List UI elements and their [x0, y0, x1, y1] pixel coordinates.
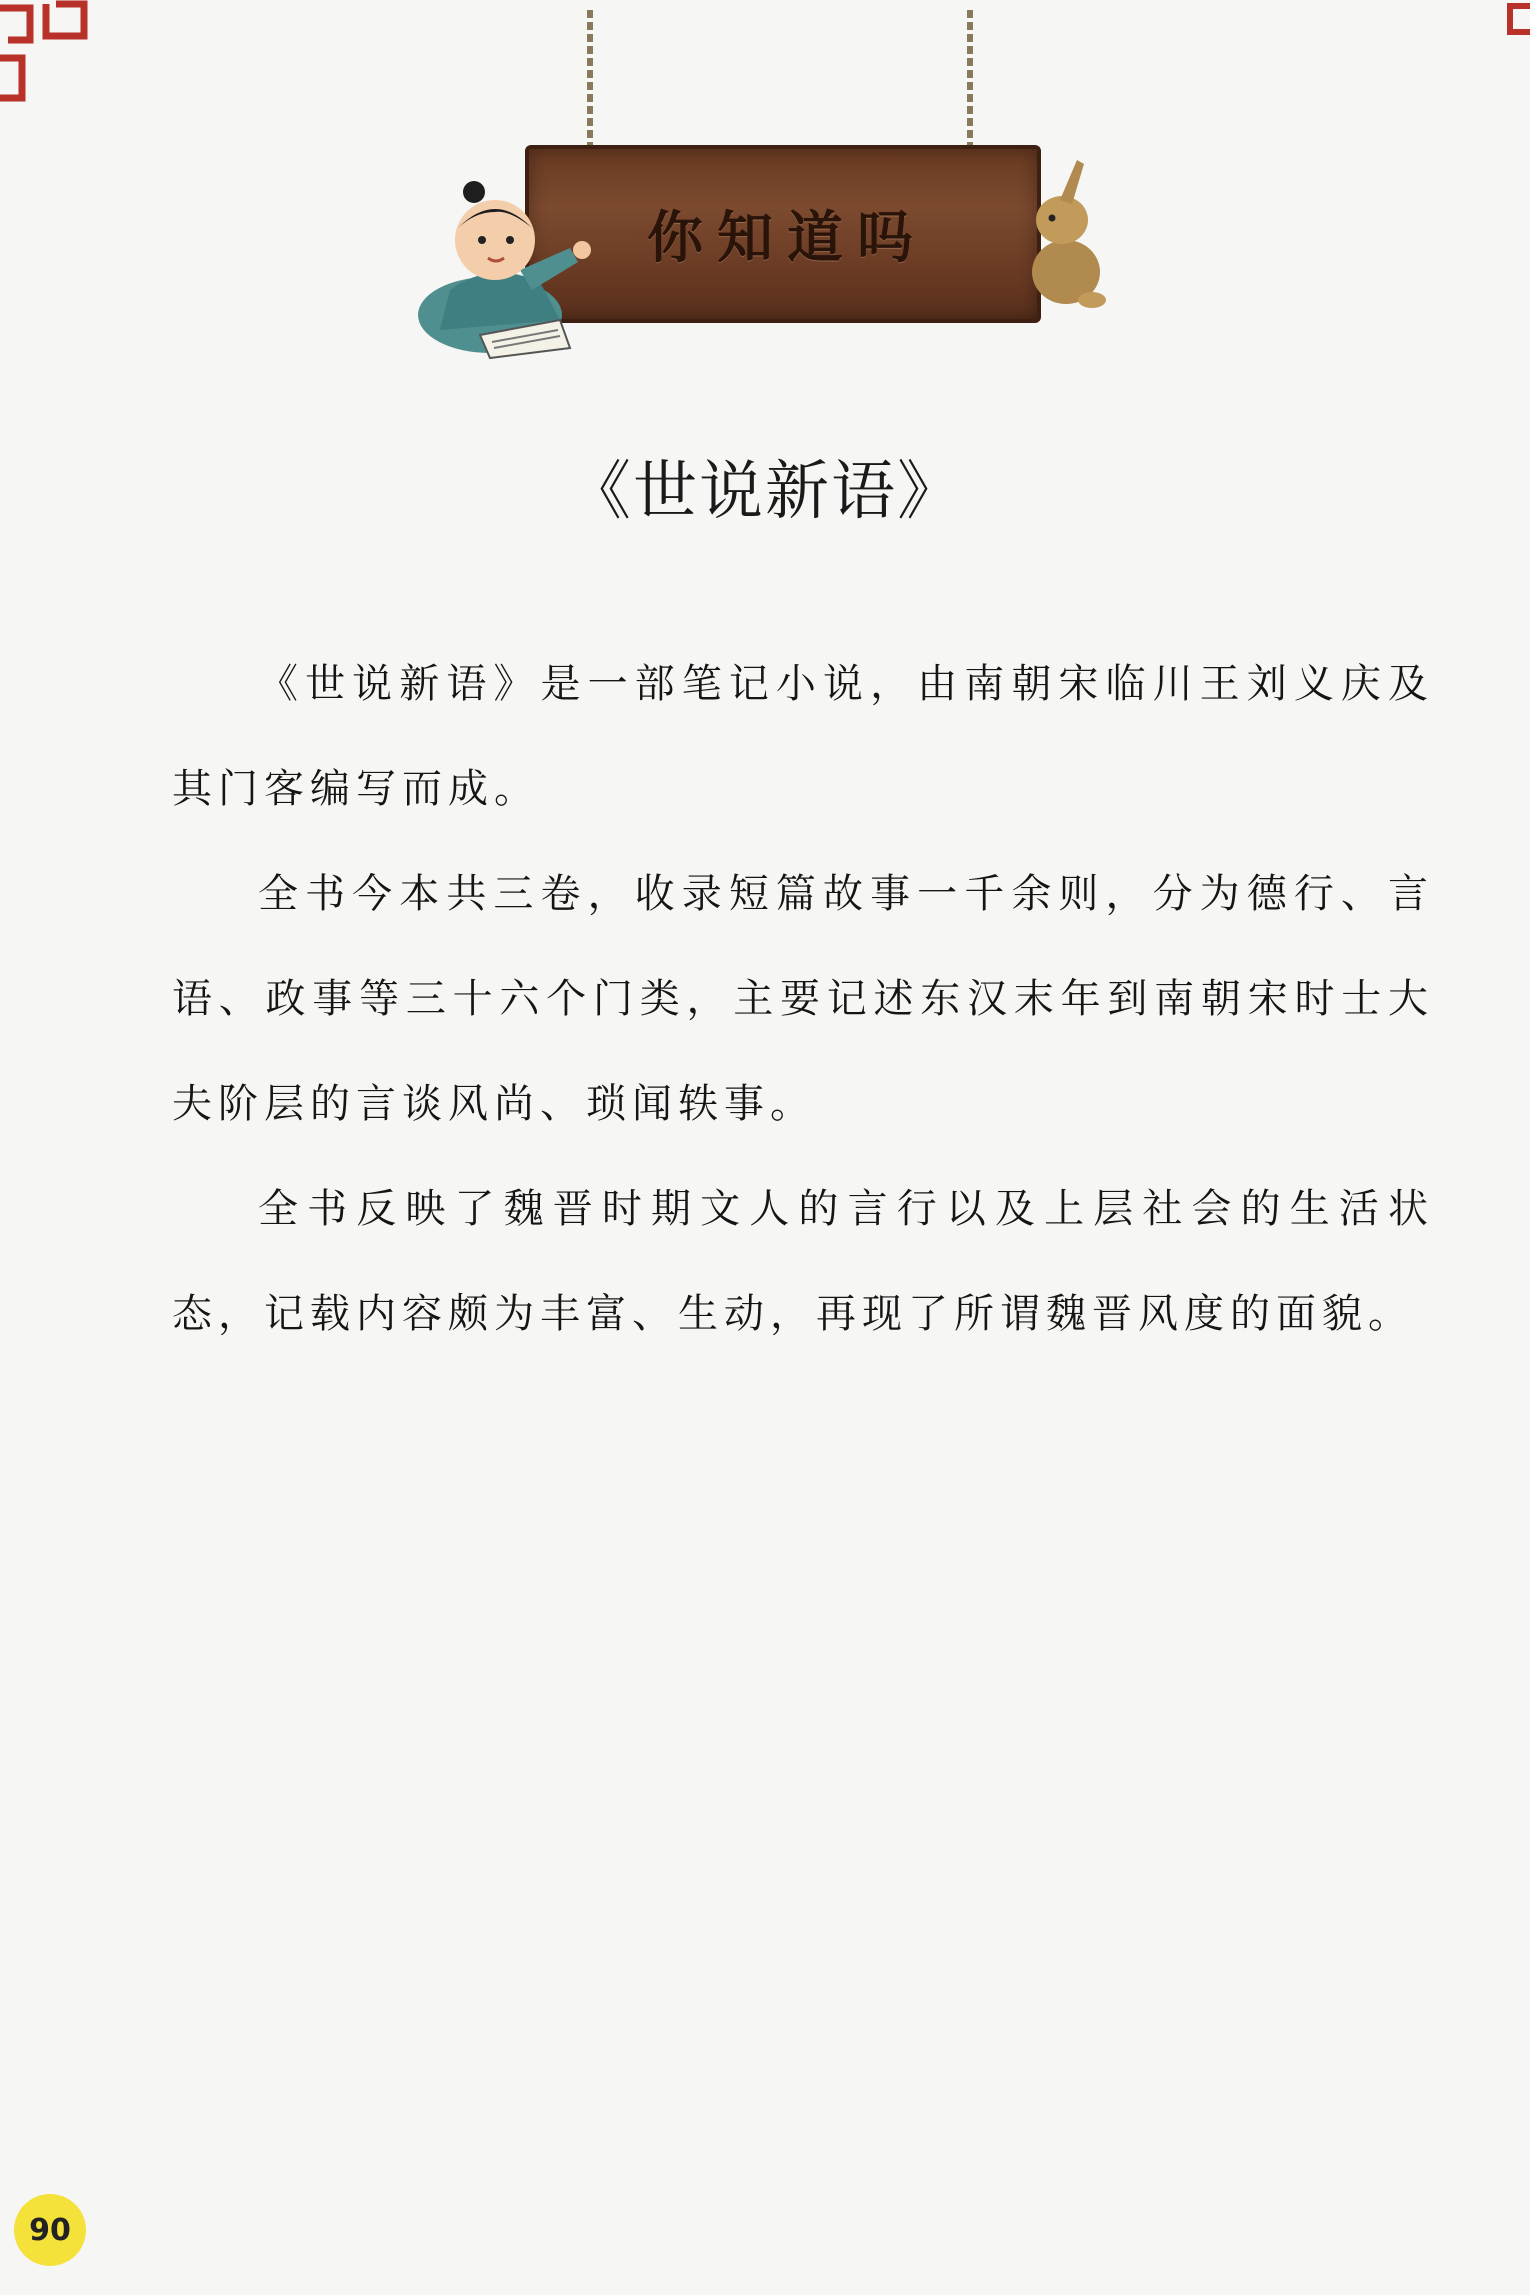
fret-ornament-top-left — [0, 0, 92, 110]
fret-ornament-top-right — [1500, 0, 1530, 40]
paragraph-2: 全书今本共三卷，收录短篇故事一千余则，分为德行、言语、政事等三十六个门类，主要记述东汉末年到南朝宋时士大夫阶层的言谈风尚、琐闻轶事。 — [172, 871, 1434, 1127]
rabbit-illustration — [1022, 160, 1112, 310]
boy-reading-illustration — [410, 170, 610, 360]
page-number-badge: 90 — [14, 2194, 86, 2266]
sign-text: 你知道吗 — [647, 205, 927, 271]
body-text — [172, 632, 1434, 1367]
paragraph-1: 《世说新语》是一部笔记小说，由南朝宋临川王刘义庆及其门客编写而成。 — [172, 661, 1434, 812]
page-title: 《世说新语》 — [567, 455, 963, 529]
did-you-know-banner — [410, 10, 1110, 360]
paragraph-3: 全书反映了魏晋时期文人的言行以及上层社会的生活状态，记载内容颇为丰富、生动，再现了所谓魏晋风度的面貌。 — [172, 1186, 1434, 1337]
